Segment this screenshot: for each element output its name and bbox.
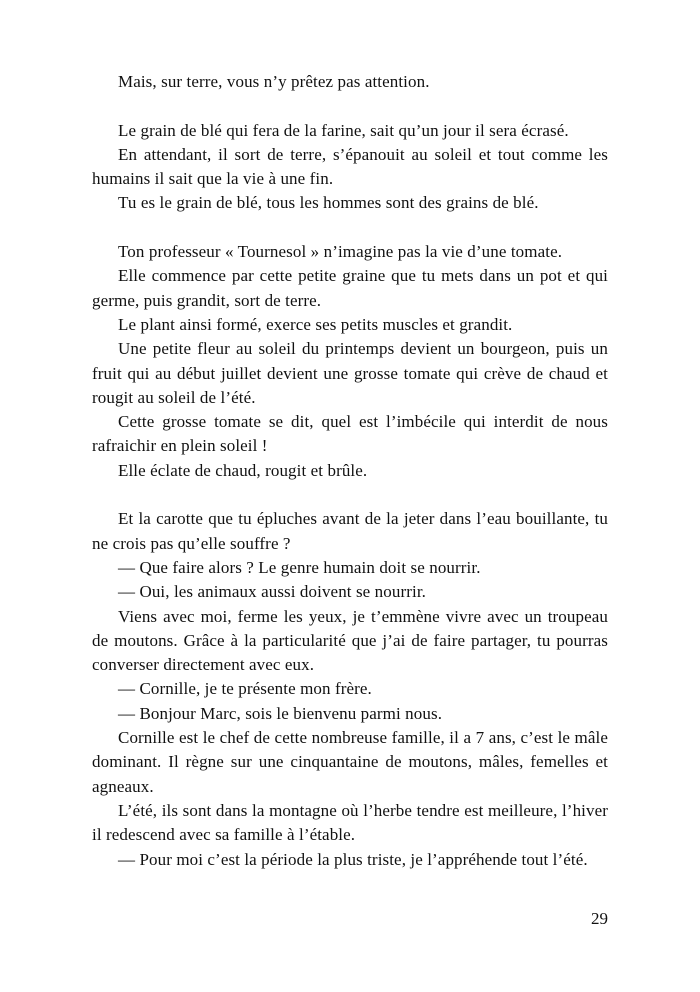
paragraph-block	[92, 70, 608, 94]
paragraph: Et la carotte que tu épluches avant de la jeter dans l’eau bouillante, tu ne crois pas qu’elle souffre ?	[92, 509, 608, 553]
paragraph-dialogue: — Bonjour Marc, sois le bienvenu parmi nous.	[118, 703, 443, 723]
paragraph-dialogue: — Pour moi c’est la période la plus triste, je l’appréhende tout l’été.	[118, 849, 588, 869]
paragraph: Elle éclate de chaud, rougit et brûle.	[118, 460, 368, 480]
paragraph-block	[92, 507, 608, 871]
paragraph: Une petite fleur au soleil du printemps devient un bourgeon, puis un fruit qui au début juillet devient une grosse tomate qui crève de chaud et rougit au soleil de l’été.	[92, 339, 608, 407]
paragraph-dialogue: — Que faire alors ? Le genre humain doit se nourrir.	[118, 557, 481, 577]
paragraph: En attendant, il sort de terre, s’épanouit au soleil et tout comme les humains il sait que la vie à une fin.	[92, 144, 608, 189]
paragraph: Tu es le grain de blé, tous les hommes sont des grains de blé.	[118, 193, 539, 213]
paragraph-dialogue: — Oui, les animaux aussi doivent se nourrir.	[118, 582, 426, 602]
paragraph: Viens avec moi, ferme les yeux, je t’emmène vivre avec un troupeau de moutons. Grâce à la particularité que j’ai de faire partager, tu pourras converser directement avec eux.	[92, 606, 608, 675]
paragraph: Ton professeur « Tournesol » n’imagine pas la vie d’une tomate.	[118, 242, 563, 262]
paragraph: Cornille est le chef de cette nombreuse famille, il a 7 ans, c’est le mâle dominant. Il règne sur une cinquantaine de moutons, mâles, femelles et agneaux.	[92, 728, 608, 796]
paragraph-block	[92, 119, 608, 216]
paragraph: Cette grosse tomate se dit, quel est l’imbécile qui interdit de nous rafraichir en plein soleil !	[92, 412, 608, 456]
paragraph-dialogue: — Cornille, je te présente mon frère.	[118, 679, 372, 699]
paragraph: Mais, sur terre, vous n’y prêtez pas attention.	[118, 72, 430, 91]
paragraph: Le grain de blé qui fera de la farine, sait qu’un jour il sera écrasé.	[118, 120, 569, 140]
page-text	[92, 70, 608, 872]
paragraph-block	[92, 240, 608, 483]
paragraph: Elle commence par cette petite graine que tu mets dans un pot et qui germe, puis grandit, sort de terre.	[92, 266, 608, 310]
page-number: 29	[591, 909, 608, 928]
paragraph: Le plant ainsi formé, exerce ses petits muscles et grandit.	[118, 314, 513, 334]
paragraph: L’été, ils sont dans la montagne où l’herbe tendre est meilleure, l’hiver il redescend avec sa famille à l’étable.	[92, 800, 608, 845]
